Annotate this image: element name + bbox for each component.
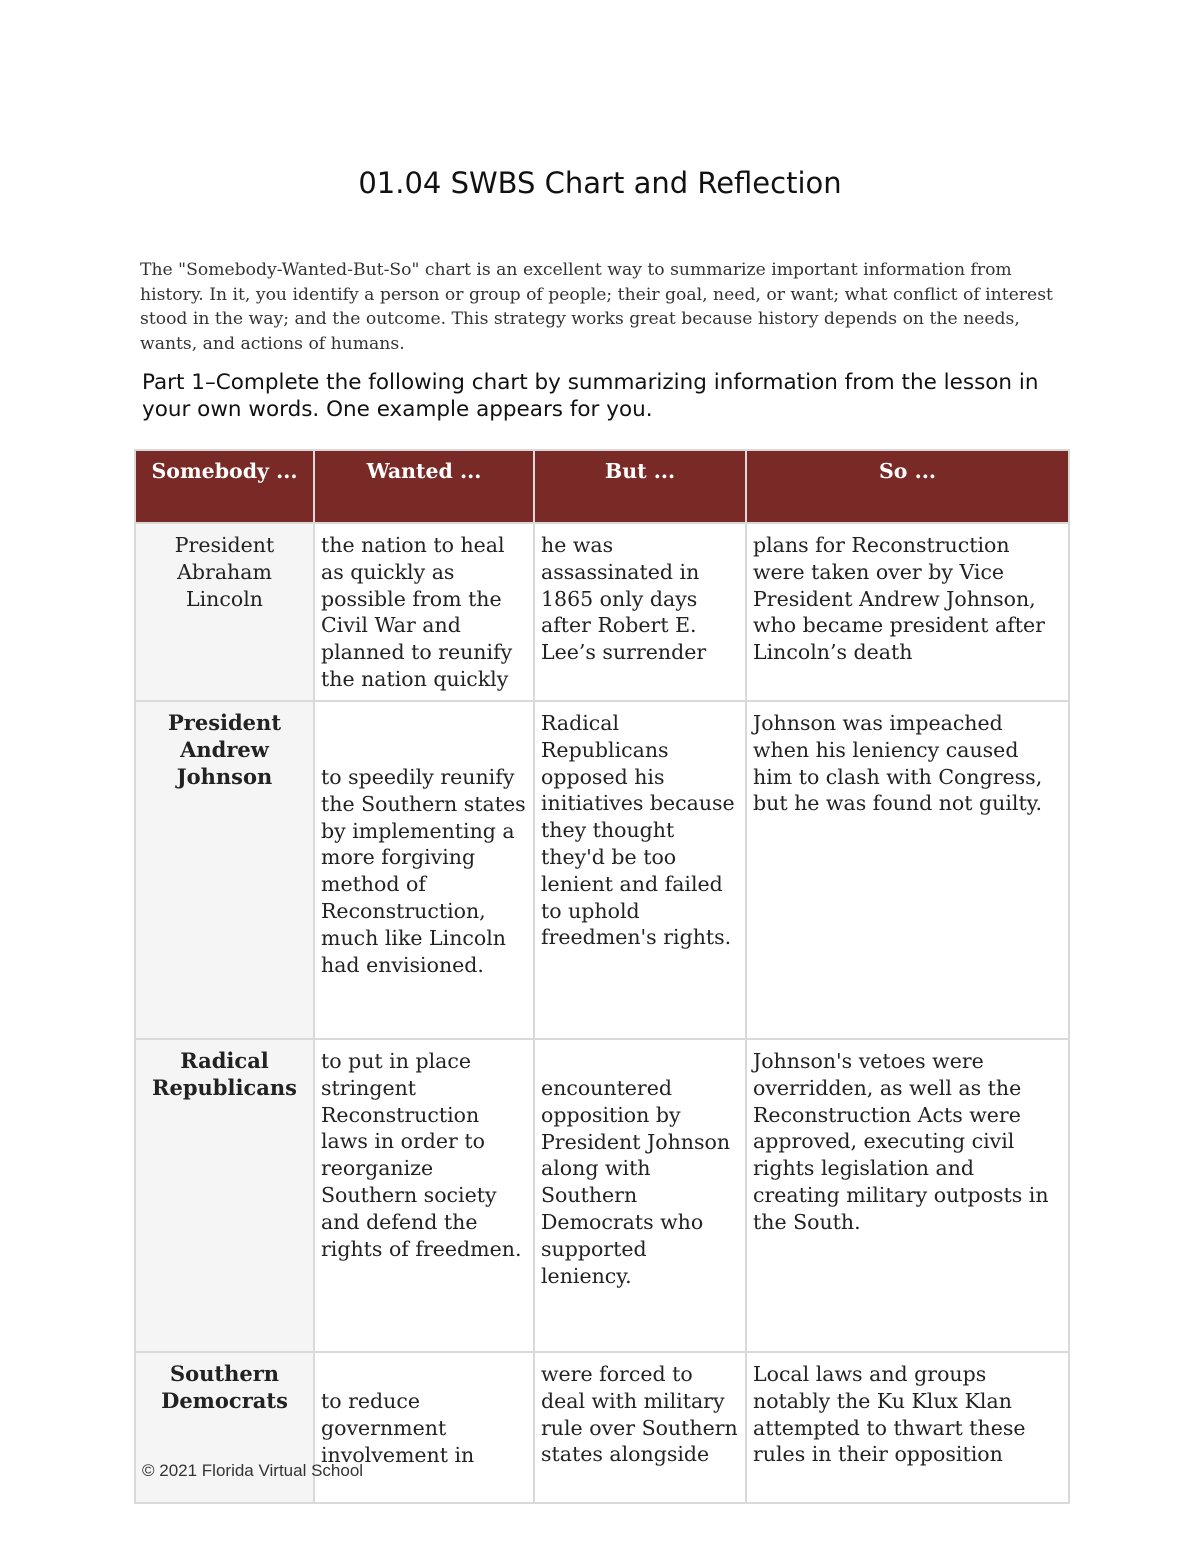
- cell-somebody: President Andrew Johnson: [135, 701, 314, 1039]
- cell-wanted[interactable]: to speedily reunify the Southern states by implementing a more forgiving method of Reconstruction, much like Lincoln had envisioned.: [314, 701, 534, 1039]
- cell-so[interactable]: Local laws and groups notably the Ku Klux Klan attempted to thwart these rules in their opposition: [746, 1352, 1069, 1503]
- cell-but[interactable]: Radical Republicans opposed his initiatives because they thought they'd be too lenient and failed to uphold freedmen's rights.: [534, 701, 746, 1039]
- cell-somebody: Southern Democrats: [135, 1352, 314, 1503]
- table-row: [135, 1039, 1069, 1352]
- header-but: But ...: [534, 450, 746, 523]
- cell-wanted[interactable]: to reduce government involvement in: [314, 1352, 534, 1503]
- cell-so[interactable]: Johnson was impeached when his leniency caused him to clash with Congress, but he was found not guilty.: [746, 701, 1069, 1039]
- cell-wanted[interactable]: to put in place stringent Reconstruction laws in order to reorganize Southern society and defend the rights of freedmen.: [314, 1039, 534, 1352]
- copyright-footer: © 2021 Florida Virtual School: [142, 1461, 364, 1480]
- page-title: 01.04 SWBS Chart and Reflection: [358, 166, 842, 200]
- header-row: [135, 450, 1069, 523]
- cell-so[interactable]: Johnson's vetoes were overridden, as well as the Reconstruction Acts were approved, executing civil rights legislation and creating military outposts in the South.: [746, 1039, 1069, 1352]
- cell-but[interactable]: were forced to deal with military rule over Southern states alongside: [534, 1352, 746, 1503]
- intro-paragraph: The "Somebody-Wanted-But-So" chart is an excellent way to summarize important information from history. In it, you identify a person or group of people; their goal, need, or want; what conflict of interest stood in the way; and the outcome. This strategy works great because history depends on the needs, wants, and actions of humans.: [140, 260, 1053, 354]
- cell-so: plans for Reconstruction were taken over by Vice President Andrew Johnson, who became president after Lincoln’s death: [746, 523, 1069, 701]
- part1-heading: Part 1–Complete the following chart by summarizing information from the lesson in your own words. One example appears for you.: [142, 370, 1039, 422]
- header-wanted: Wanted ...: [314, 450, 534, 523]
- header-somebody: Somebody ...: [135, 450, 314, 523]
- cell-somebody: President Abraham Lincoln: [135, 523, 314, 701]
- swbs-chart: [134, 449, 1070, 1504]
- table-row: [135, 523, 1069, 701]
- cell-but[interactable]: encountered opposition by President Johnson along with Southern Democrats who supported leniency.: [534, 1039, 746, 1352]
- cell-but: he was assassinated in 1865 only days after Robert E. Lee’s surrender: [534, 523, 746, 701]
- cell-somebody: Radical Republicans: [135, 1039, 314, 1352]
- header-so: So ...: [746, 450, 1069, 523]
- cell-wanted: the nation to heal as quickly as possible from the Civil War and planned to reunify the nation quickly: [314, 523, 534, 701]
- table-row: [135, 701, 1069, 1039]
